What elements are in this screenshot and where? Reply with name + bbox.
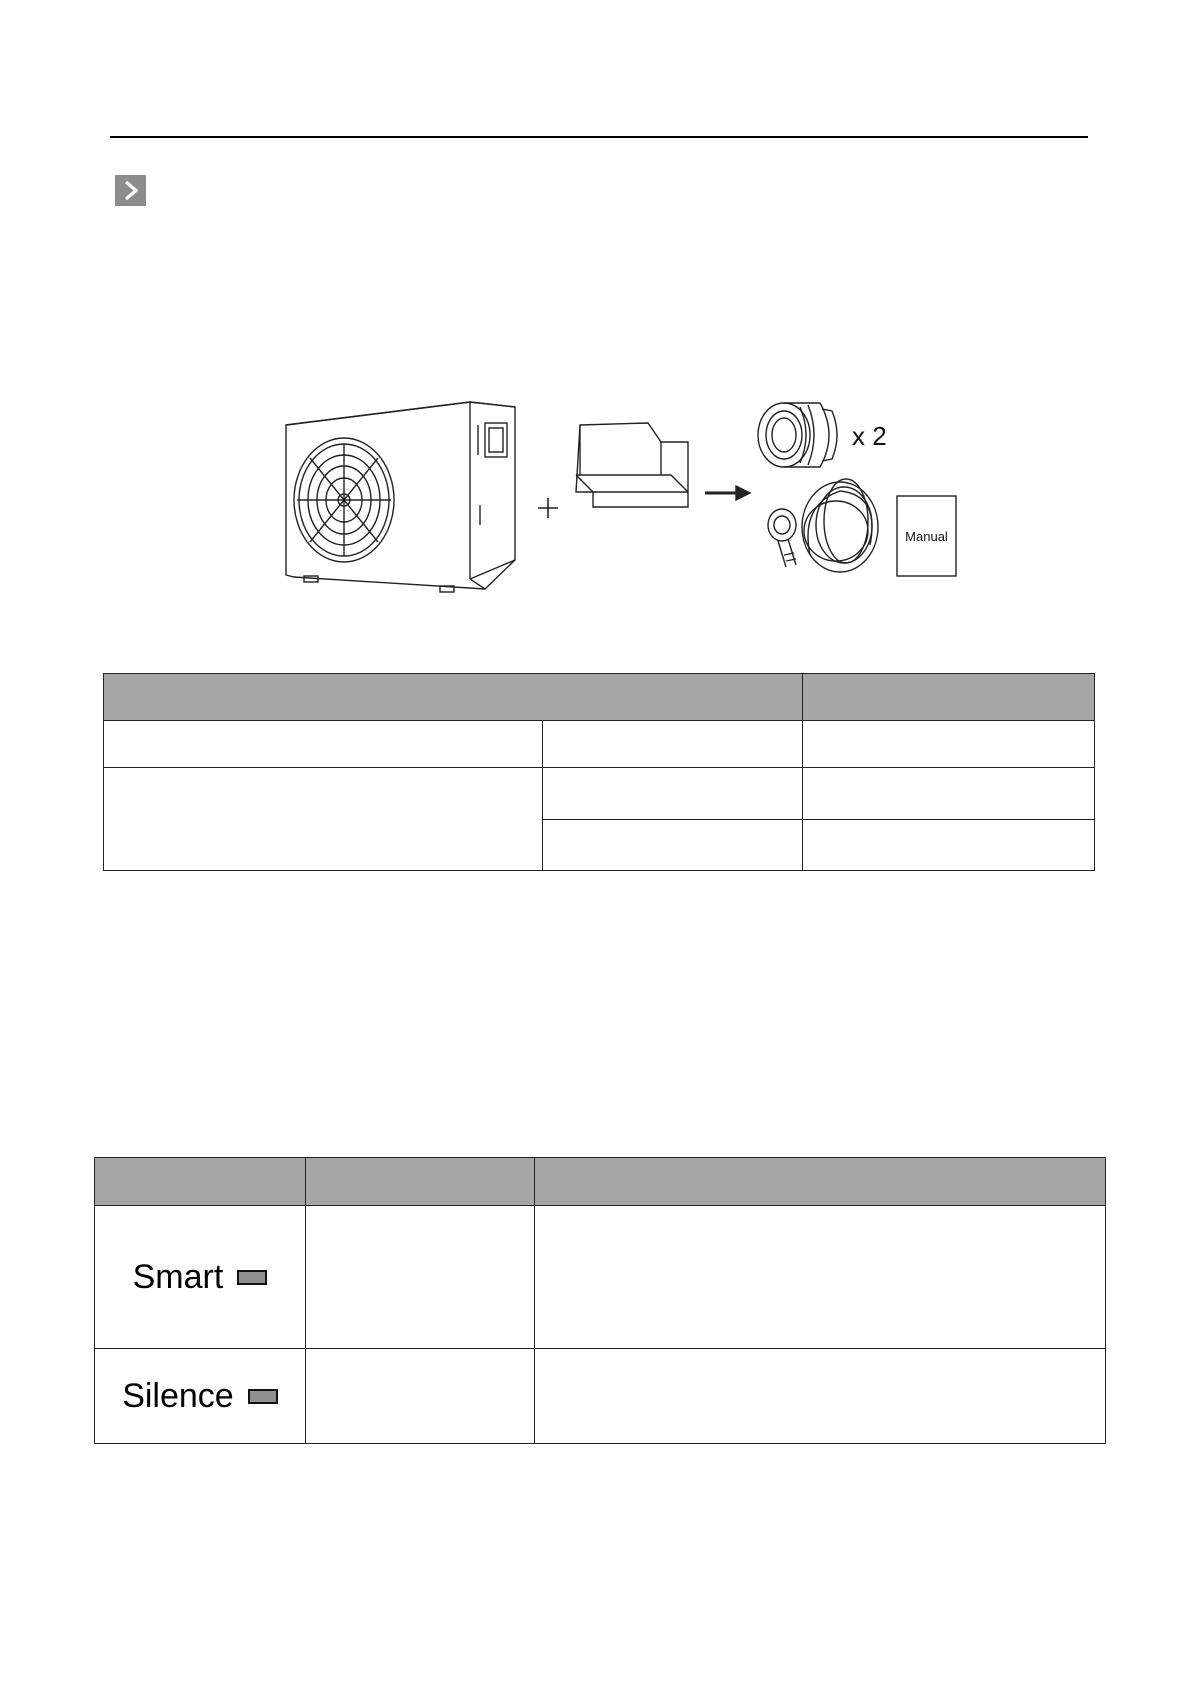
table-row: [104, 721, 1095, 768]
table-row: [95, 1206, 1106, 1349]
table-row: [104, 768, 1095, 820]
mode-label-smart: Smart: [132, 1257, 224, 1296]
quantity-label: x 2: [852, 421, 887, 451]
mode-header-cell: [305, 1158, 534, 1206]
mode-cell-smart: [95, 1206, 306, 1349]
header-rule: [110, 136, 1088, 138]
table-cell: [542, 768, 803, 820]
table-cell: [803, 768, 1095, 820]
plus-icon: [538, 498, 558, 518]
table-cell: [104, 768, 543, 871]
mode-label-silence: Silence: [122, 1376, 234, 1415]
union-fitting-icon: [758, 403, 837, 467]
spec-table: [103, 673, 1095, 871]
table-cell: [803, 820, 1095, 871]
table-cell: [305, 1206, 534, 1349]
mode-table-header: [95, 1158, 1106, 1206]
mode-indicator-icon: [237, 1270, 267, 1285]
table-row: [95, 1349, 1106, 1444]
mode-table: [94, 1157, 1106, 1444]
table-cell: [542, 820, 803, 871]
heat-pump-unit-icon: [286, 402, 515, 592]
drain-connector-and-hose-icon: [768, 479, 878, 572]
table-cell: [542, 721, 803, 768]
spec-header-cell: [104, 674, 803, 721]
table-cell: [305, 1349, 534, 1444]
cover-box-icon: [576, 423, 688, 507]
table-cell: [534, 1206, 1105, 1349]
table-cell: [803, 721, 1095, 768]
mode-header-cell: [534, 1158, 1105, 1206]
section-bullet-icon: [115, 175, 146, 206]
spec-header-cell: [803, 674, 1095, 721]
manual-label: Manual: [905, 529, 948, 544]
mode-cell-silence: [95, 1349, 306, 1444]
spec-table-header: [104, 674, 1095, 721]
table-cell: [104, 721, 543, 768]
table-cell: [534, 1349, 1105, 1444]
mode-header-cell: [95, 1158, 306, 1206]
package-contents-illustration: [280, 395, 980, 595]
mode-indicator-icon: [248, 1389, 278, 1404]
